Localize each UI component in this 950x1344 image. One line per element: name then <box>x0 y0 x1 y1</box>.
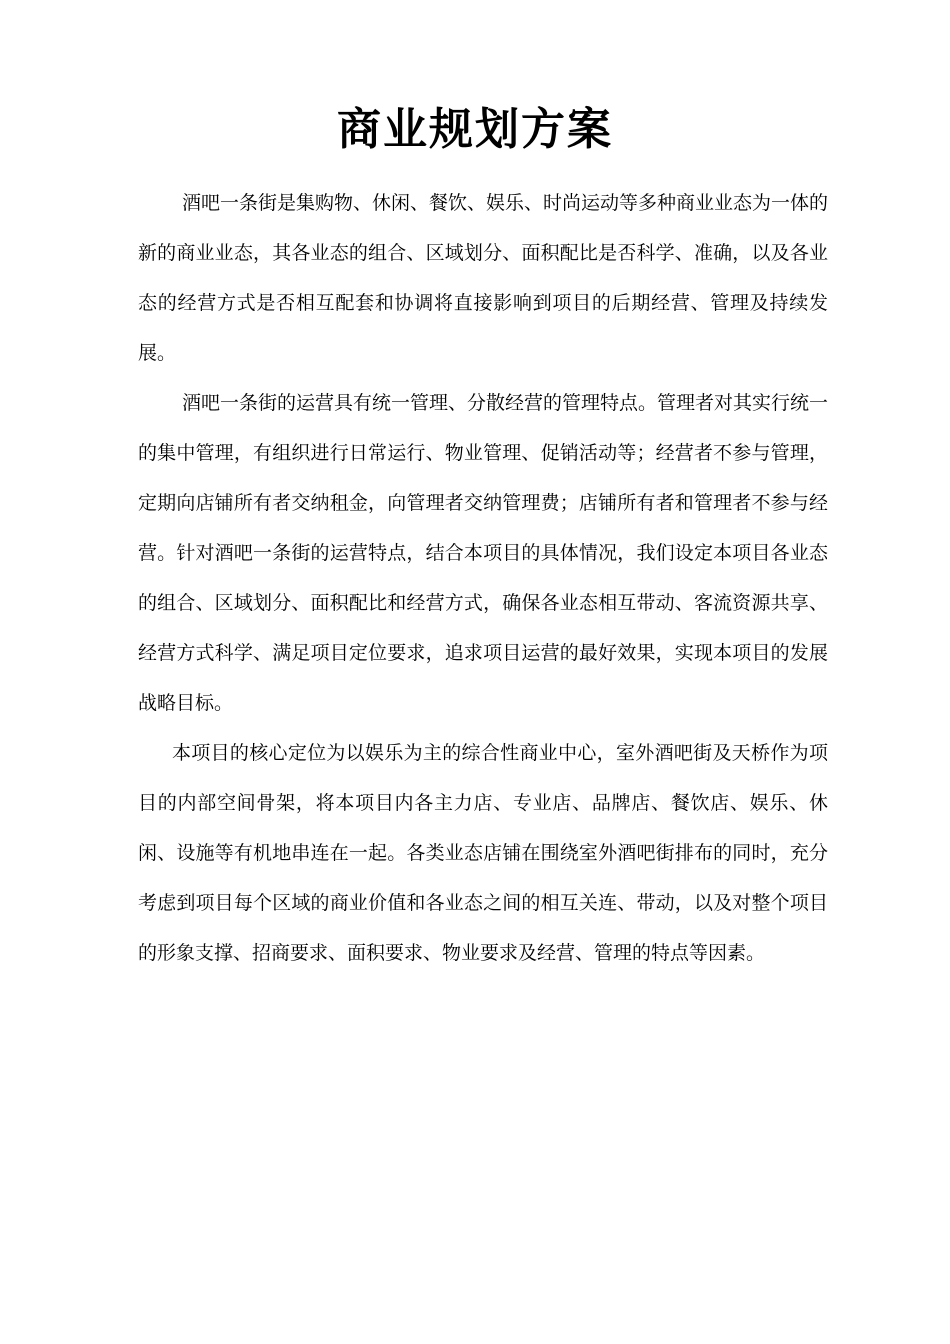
paragraph-intro: 酒吧一条街是集购物、休闲、餐饮、娱乐、时尚运动等多种商业业态为一体的新的商业业态，其各业态的组合、区域划分、面积配比是否科学、准确，以及各业态的经营方式是否相互配套和协调将直接影响到项目的后期经营、管理及持续发展。 <box>138 192 829 364</box>
paragraph-operations: 酒吧一条街的运营具有统一管理、分散经营的管理特点。管理者对其实行统一的集中管理，有组织进行日常运行、物业管理、促销活动等；经营者不参与管理，定期向店铺所有者交纳租金，向管理者交纳管理费；店铺所有者和管理者不参与经营。针对酒吧一条街的运营特点，结合本项目的具体情况，我们设定本项目各业态的组合、区域划分、面积配比和经营方式，确保各业态相互带动、客流资源共享、经营方式科学、满足项目定位要求，追求项目运营的最好效果，实现本项目的发展战略目标。 <box>138 392 829 714</box>
document-body <box>138 178 828 978</box>
paragraph-positioning: 本项目的核心定位为以娱乐为主的综合性商业中心，室外酒吧街及天桥作为项目的内部空间骨架，将本项目内各主力店、专业店、品牌店、餐饮店、娱乐、休闲、设施等有机地串连在一起。各类业态店铺在围绕室外酒吧街排布的同时，充分考虑到项目每个区域的商业价值和各业态之间的相互关连、带动，以及对整个项目的形象支撑、招商要求、面积要求、物业要求及经营、管理的特点等因素。 <box>138 742 828 964</box>
document-title: 商业规划方案 <box>337 104 613 155</box>
